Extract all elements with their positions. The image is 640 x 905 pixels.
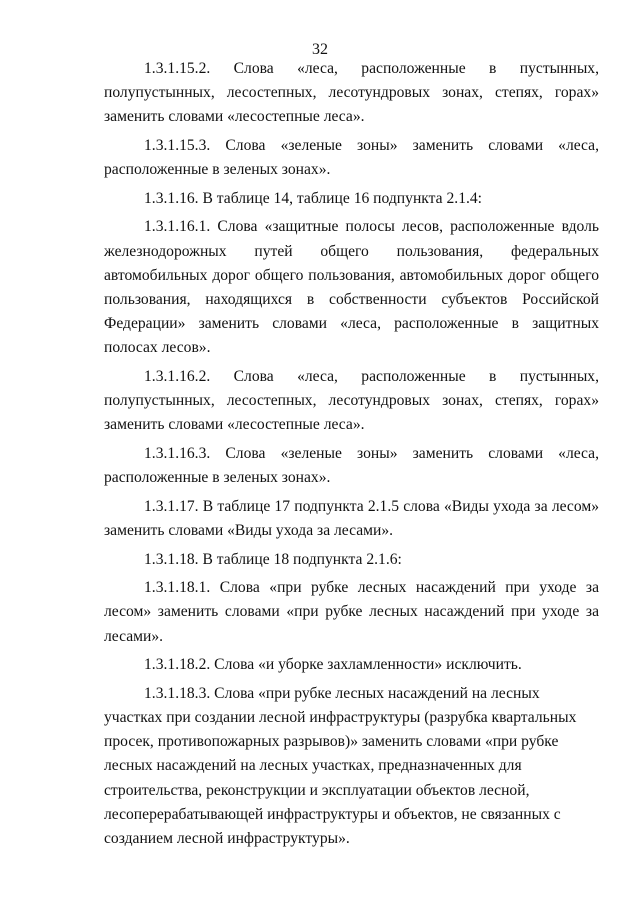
document-body [104, 57, 599, 856]
page-number: 32 [312, 41, 328, 58]
paragraph-1-3-1-18-3: 1.3.1.18.3. Слова «при рубке лесных насаждений на лесных участках при создании лесной инфраструктуры (разрубка квартальных просек, противопожарных разрывов)» заменить словами «при рубке лесных насаждений на лесных участках, предназначенных для строительства, реконструкции и эксплуатации объектов лесной, лесоперерабатывающей инфраструктуры и объектов, не связанных с созданием лесной инфраструктуры». [104, 684, 577, 847]
paragraph-1-3-1-16-2: 1.3.1.16.2. Слова «леса, расположенные в пустынных, полупустынных, лесостепных, лесотундровых зонах, степях, горах» заменить словами «лесостепные леса». [104, 368, 599, 434]
paragraph-1-3-1-18-2: 1.3.1.18.2. Слова «и уборке захламленности» исключить. [144, 656, 522, 674]
paragraph-1-3-1-18: 1.3.1.18. В таблице 18 подпункта 2.1.6: [144, 550, 402, 568]
paragraph-1-3-1-18-1: 1.3.1.18.1. Слова «при рубке лесных насаждений при уходе за лесом» заменить словами «при рубке лесных насаждений при уходе за лесами». [104, 579, 599, 645]
paragraph-1-3-1-15-2: 1.3.1.15.2. Слова «леса, расположенные в пустынных, полупустынных, лесостепных, лесотундровых зонах, степях, горах» заменить словами «лесостепные леса». [104, 60, 599, 126]
paragraph-1-3-1-16-3: 1.3.1.16.3. Слова «зеленые зоны» заменить словами «леса, расположенные в зеленых зонах». [104, 445, 599, 487]
paragraph-1-3-1-16-1: 1.3.1.16.1. Слова «защитные полосы лесов, расположенные вдоль железнодорожных путей общего пользования, федеральных автомобильных дорог общего пользования, автомобильных дорог общего пользования, находящихся в собственности субъектов Российской Федерации» заменить словами «леса, расположенные в защитных полосах лесов». [104, 218, 599, 357]
paragraph-1-3-1-17: 1.3.1.17. В таблице 17 подпункта 2.1.5 слова «Виды ухода за лесом» заменить словами «Виды ухода за лесами». [104, 497, 599, 539]
paragraph-1-3-1-16: 1.3.1.16. В таблице 14, таблице 16 подпункта 2.1.4: [144, 189, 483, 207]
paragraph-1-3-1-15-3: 1.3.1.15.3. Слова «зеленые зоны» заменить словами «леса, расположенные в зеленых зонах». [104, 137, 599, 179]
